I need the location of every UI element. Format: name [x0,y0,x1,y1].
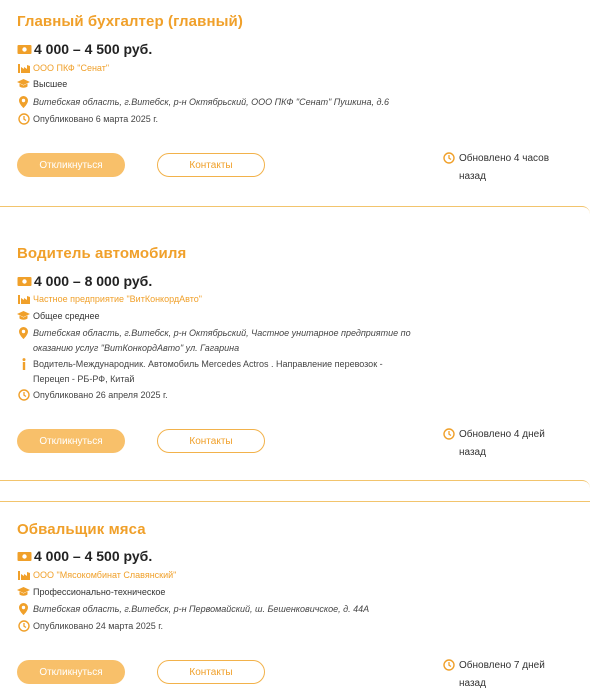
description-text [33,357,383,387]
building-icon [17,568,30,581]
clock-icon [17,388,30,401]
education-row [17,77,67,92]
education-text: Профессионально-техническое [33,587,166,597]
vacancy-title[interactable]: Главный бухгалтер (главный) [17,13,243,30]
card-divider [0,480,590,502]
published-date: Опубликовано 24 марта 2025 г. [33,621,163,631]
salary-row [17,40,152,58]
description-line: Перецеп - РБ-РФ, Китай [33,374,135,384]
clock-icon [17,112,30,125]
contacts-button[interactable]: Контакты [157,153,265,177]
building-icon [17,292,30,305]
published-row [17,388,168,403]
updated-line: назад [459,171,486,182]
company-link[interactable]: Частное предприятие "ВитКонкордАвто" [33,294,202,304]
company-link[interactable]: ООО ПКФ "Сенат" [33,63,110,73]
description-row [17,357,383,387]
updated-line: Обновлено 7 дней [459,660,545,671]
updated-line: назад [459,678,486,689]
published-date: Опубликовано 26 апреля 2025 г. [33,390,168,400]
location-pin-icon [17,95,30,108]
updated-info [443,150,563,186]
graduation-cap-icon [17,309,30,322]
updated-text [459,426,545,462]
clock-icon [443,152,456,165]
info-icon [17,357,30,370]
card-divider [0,206,590,228]
clock-icon [17,619,30,632]
clock-icon [443,659,456,672]
education-text: Высшее [33,79,68,89]
company-row [17,568,176,583]
vacancy-card [0,0,590,206]
company-row [17,61,109,76]
published-date: Опубликовано 6 марта 2025 г. [33,114,158,124]
address-line: Витебская область, г.Витебск, р-н Октябрьский, Частное унитарное предприятие по [33,328,411,338]
vacancy-card [0,226,590,480]
description-line: Водитель-Международник. Автомобиль Mercedes Actros . Направление перевозок - [33,359,383,369]
updated-info [443,657,563,693]
address-text [33,326,411,356]
updated-line: назад [459,447,486,458]
salary-row [17,272,152,290]
apply-button[interactable]: Откликнуться [17,153,125,177]
money-icon [17,44,32,55]
money-icon [17,551,32,562]
vacancy-title[interactable]: Водитель автомобиля [17,245,187,262]
salary-text: 4 000 – 4 500 руб. [34,41,153,57]
updated-line: Обновлено 4 дней [459,429,545,440]
address-row [17,95,389,110]
graduation-cap-icon [17,585,30,598]
salary-text: 4 000 – 8 000 руб. [34,273,153,289]
salary-text: 4 000 – 4 500 руб. [34,548,153,564]
location-pin-icon [17,602,30,615]
building-icon [17,61,30,74]
contacts-button[interactable]: Контакты [157,429,265,453]
company-row [17,292,202,307]
graduation-cap-icon [17,77,30,90]
company-link[interactable]: ООО "Мясокомбинат Славянский" [33,570,177,580]
updated-text [459,150,549,186]
education-text: Общее среднее [33,311,100,321]
updated-line: Обновлено 4 часов [459,153,550,164]
published-row [17,619,163,634]
contacts-button[interactable]: Контакты [157,660,265,684]
salary-row [17,547,152,565]
vacancy-title[interactable]: Обвальщик мяса [17,521,146,538]
address-row [17,326,411,356]
education-row [17,309,100,324]
location-pin-icon [17,326,30,339]
address-row [17,602,369,617]
education-row [17,585,165,600]
apply-button[interactable]: Откликнуться [17,660,125,684]
clock-icon [443,428,456,441]
address-text: Витебская область, г.Витебск, р-н Октябрьский, ООО ПКФ "Сенат" Пушкина, д.6 [33,97,389,107]
updated-info [443,426,563,462]
address-text: Витебская область, г.Витебск, р-н Первомайский, ш. Бешенковичское, д. 44А [33,604,370,614]
updated-text [459,657,545,693]
apply-button[interactable]: Откликнуться [17,429,125,453]
address-line: оказанию услуг "ВитКонкордАвто" ул. Гагарина [33,343,240,353]
vacancy-card [0,502,590,696]
money-icon [17,276,32,287]
published-row [17,112,158,127]
